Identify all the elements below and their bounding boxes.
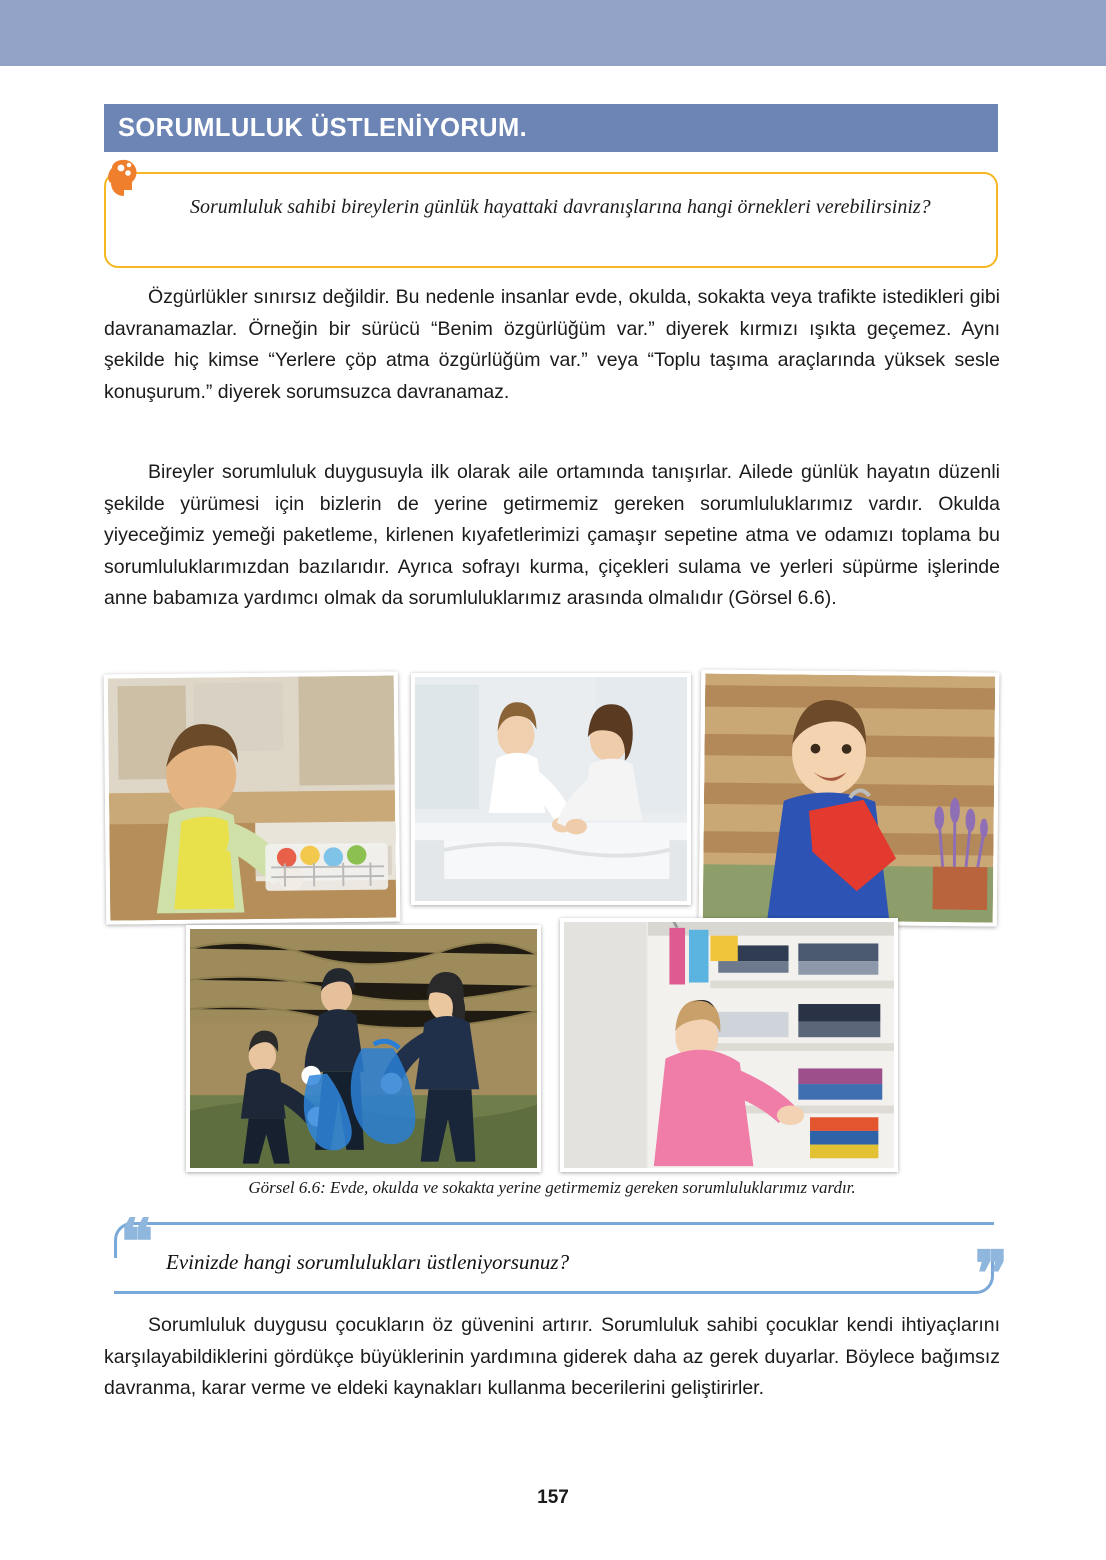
- body-paragraph-2: Bireyler sorumluluk duygusuyla ilk olarak aile ortamında tanışırlar. Ailede günlük hayatın düzenli şekilde yürümesi için bizlerin de yerine getirmemiz gereken sorumluluklarımız vardır. Okulda yiyeceğimiz yemeği paketleme, kirlenen kıyafetlerimizi çamaşır sepetine atma ve odamızı toplama bu sorumluluklarımızdan bazılarıdır. Ayrıca sofrayı kurma, çiçekleri sulama ve yerleri süpürme işlerinde anne babamıza yardımcı olmak da sorumluluklarımız arasında olmalıdır (Görsel 6.6).: [104, 461, 1000, 609]
- quote-text: Evinizde hangi sorumlulukları üstleniyorsunuz?: [166, 1250, 570, 1274]
- page-number: 157: [537, 1487, 569, 1508]
- figure-caption: Görsel 6.6: Evde, okulda ve sokakta yerine getirmemiz gereken sorumluluklarımız vardır.: [248, 1178, 856, 1197]
- thinking-head-icon: [102, 156, 146, 202]
- section-title-bar: [104, 104, 998, 152]
- figure-photo-3: [699, 669, 1000, 926]
- quote-callout: [114, 1209, 1008, 1309]
- body-paragraph-1: Özgürlükler sınırsız değildir. Bu nedenle insanlar evde, okulda, sokakta veya trafikte istedikleri gibi davranamazlar. Örneğin bir sürücü “Benim özgürlüğüm var.” diyerek kırmızı ışıkta geçemez. Aynı şekilde hiç kimse “Yerlere çöp atma özgürlüğüm var.” veya “Toplu taşıma araçlarında yüksek sesle konuşurum.” diyerek sorumsuzca davranamaz.: [104, 286, 1000, 403]
- question-callout: [104, 172, 998, 268]
- page-top-band: [0, 0, 1106, 66]
- quote-close-icon: ❞: [974, 1241, 1008, 1309]
- figure-photo-5: [560, 918, 898, 1172]
- figure-photo-4: [186, 925, 541, 1172]
- figure-photo-2: [411, 673, 691, 905]
- figure-photo-1: [104, 671, 401, 924]
- question-text: Sorumluluk sahibi bireylerin günlük hayattaki davranışlarına hangi örnekleri verebilirsiniz?: [190, 196, 931, 218]
- body-paragraph-3: Sorumluluk duygusu çocukların öz güvenini artırır. Sorumluluk sahibi çocuklar kendi ihtiyaçlarını karşılayabildiklerini gördükçe büyüklerinin yardımına giderek daha az gerek duyarlar. Böylece bağımsız davranma, karar verme ve eldeki kaynakları kullanma becerilerini geliştirirler.: [104, 1314, 1000, 1399]
- page-title: SORUMLULUK ÜSTLENİYORUM.: [118, 113, 528, 142]
- page-top-band-inner: [0, 0, 1106, 62]
- quote-open-icon: ❝: [120, 1209, 154, 1277]
